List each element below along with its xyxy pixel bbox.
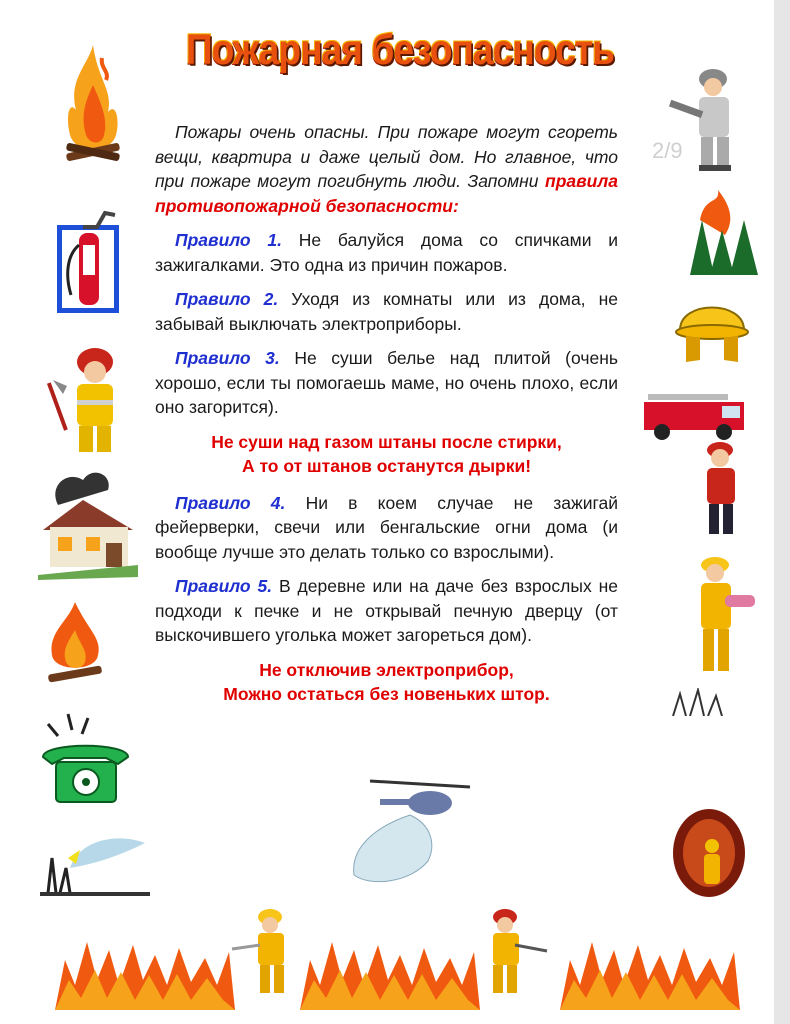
firefighter-woman-icon xyxy=(685,440,755,540)
burning-house-icon xyxy=(38,465,138,580)
poem-line: Не отключив электроприбор, xyxy=(259,659,514,680)
firefighter-in-smoke-icon xyxy=(672,808,747,903)
rule-3 xyxy=(155,346,618,420)
poem-2 xyxy=(155,658,618,707)
bushes-icon xyxy=(668,688,728,716)
rule-text: Ни в коем случае не зажигай фейерверки, свечи или бенгальские огни дома (и вообще лучше это делать только со взрослыми). xyxy=(155,492,619,562)
rule-1 xyxy=(155,228,618,277)
fire-flame-icon xyxy=(40,600,110,685)
scrollbar[interactable] xyxy=(774,0,790,1024)
rule-label: Правило 3. xyxy=(175,348,280,368)
firefighter-helmet-icon xyxy=(672,290,752,370)
campfire-icon xyxy=(58,40,128,180)
flames-left-icon xyxy=(55,930,235,1010)
rule-label: Правило 1. xyxy=(175,230,282,250)
firefighter-spraying-right-icon xyxy=(475,905,550,1000)
firefighter-with-axe-icon xyxy=(45,340,135,460)
intro-paragraph xyxy=(155,120,618,218)
firefighter-hose-icon xyxy=(665,65,745,175)
poem-1 xyxy=(155,430,618,479)
flames-right-icon xyxy=(560,930,740,1010)
rule-label: Правило 4. xyxy=(175,492,286,513)
rule-4 xyxy=(155,491,618,565)
rule-5 xyxy=(155,574,618,648)
intro-highlight: правила противопожарной безопасности: xyxy=(155,171,618,216)
firefighter-rescue-child-icon xyxy=(685,555,760,680)
fire-truck-icon xyxy=(640,388,755,443)
rule-text: Не балуйся дома со спичками и зажигалками. Это одна из причин пожаров. xyxy=(155,230,618,275)
flames-center-icon xyxy=(300,930,480,1010)
document-text xyxy=(155,120,618,719)
forest-fire-icon xyxy=(40,828,150,898)
rule-text: Уходя из комнаты или из дома, не забывай выключать электроприборы. xyxy=(155,289,618,334)
rule-text: Не суши белье над плитой (очень хорошо, если ты помогаешь маме, но очень плохо, если оно загорится). xyxy=(155,348,618,417)
forest-fire-trees-icon xyxy=(680,190,760,280)
fire-extinguisher-icon xyxy=(55,205,125,315)
rule-2 xyxy=(155,287,618,336)
firefighter-spraying-left-icon xyxy=(230,905,300,1000)
rule-label: Правило 2. xyxy=(175,289,279,309)
poem-line: Не суши над газом штаны после стирки, xyxy=(211,431,562,452)
page-title: Пожарная безопасность xyxy=(186,26,614,74)
rule-label: Правило 5. xyxy=(175,576,273,596)
telephone-icon xyxy=(38,712,133,807)
helicopter-icon xyxy=(340,775,480,890)
poem-line: А то от штанов останутся дырки! xyxy=(241,456,532,476)
rule-text: В деревне или на даче без взрослых не подходи к печке и не открывай печную дверцу (от выскочившего уголька может загореться дом). xyxy=(155,576,618,645)
poem-line: Можно остаться без новеньких штор. xyxy=(223,684,550,704)
page-indicator: 2/9 xyxy=(652,138,683,163)
intro-text: Пожары очень опасны. При пожаре могут сгореть вещи, квартира и даже целый дом. Но главное, что при пожаре могут погибнуть люди. Запомни xyxy=(155,122,618,191)
